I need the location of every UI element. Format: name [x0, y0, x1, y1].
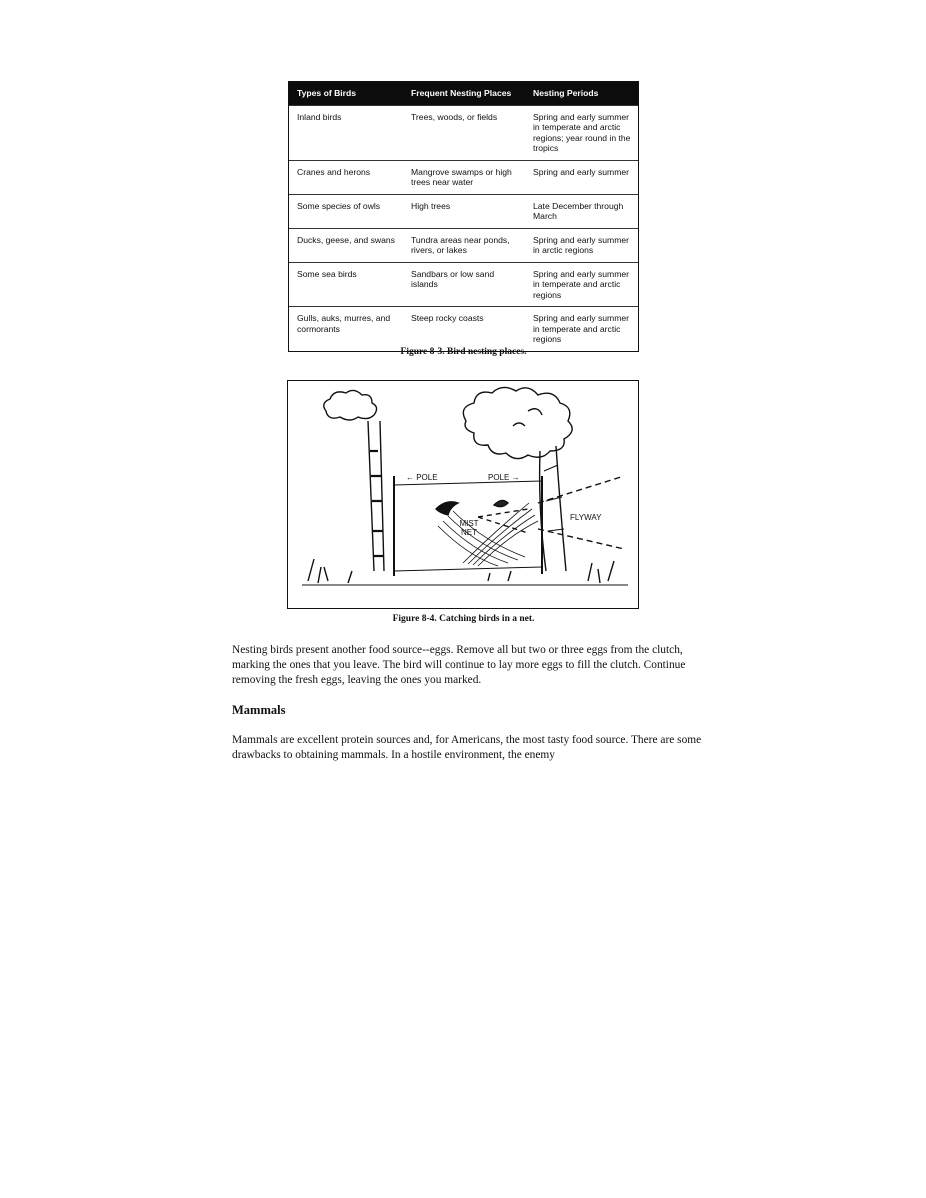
- table-header-row: [289, 82, 638, 105]
- table-row: [289, 307, 638, 351]
- table-cell: Tundra areas near ponds, rivers, or lakes: [403, 228, 525, 262]
- table-cell: Spring and early summer in temperate and arctic regions: [525, 262, 638, 307]
- column-header: Types of Birds: [289, 82, 403, 105]
- table-cell: Spring and early summer in temperate and arctic regions: [525, 307, 638, 351]
- table-cell: Ducks, geese, and swans: [289, 228, 403, 262]
- table-row: [289, 262, 638, 307]
- table-cell: High trees: [403, 194, 525, 228]
- flying-bird: [494, 500, 508, 506]
- flyway-label: FLYWAY: [570, 513, 602, 522]
- table-row: [289, 228, 638, 262]
- mammals-heading: Mammals: [232, 703, 286, 717]
- ground-grass: [308, 559, 614, 583]
- table-cell: Inland birds: [289, 105, 403, 160]
- table-row: [289, 105, 638, 160]
- table-cell: Steep rocky coasts: [403, 307, 525, 351]
- mammals-paragraph: Mammals are excellent protein sources and, for Americans, the most tasty food source. There are some drawbacks to obtaining mammals. In a hostile environment, the enemy: [232, 734, 702, 761]
- table-cell: Some sea birds: [289, 262, 403, 307]
- left-tree-canopy: [324, 390, 377, 420]
- table-cell: Spring and early summer in temperate and arctic regions; year round in the tropics: [525, 105, 638, 160]
- table-row: [289, 194, 638, 228]
- figure-8-4-caption: Figure 8-4. Catching birds in a net.: [392, 614, 535, 624]
- table-row: [289, 160, 638, 194]
- figure-8-3-caption: Figure 8-3. Bird nesting places.: [400, 347, 527, 357]
- table-cell: Cranes and herons: [289, 160, 403, 194]
- table-cell: Sandbars or low sand islands: [403, 262, 525, 307]
- mist-net: [438, 503, 538, 566]
- table-cell: Late December through March: [525, 194, 638, 228]
- flyway-arrow: [538, 476, 624, 503]
- table-cell: Some species of owls: [289, 194, 403, 228]
- table-cell: Mangrove swamps or high trees near water: [403, 160, 525, 194]
- pole-label-left: ← POLE: [406, 473, 438, 482]
- bird-nesting-table-frame: [288, 81, 639, 352]
- column-header: Nesting Periods: [525, 82, 638, 105]
- table-cell: Spring and early summer: [525, 160, 638, 194]
- pole-label-right: POLE →: [488, 473, 520, 482]
- table-cell: Spring and early summer in arctic regions: [525, 228, 638, 262]
- right-tree-trunk: [540, 446, 566, 571]
- table-cell: Trees, woods, or fields: [403, 105, 525, 160]
- mist-net-label: MIST NET: [459, 519, 479, 537]
- table-cell: Gulls, auks, murres, and cormorants: [289, 307, 403, 351]
- eggs-paragraph: Nesting birds present another food source--eggs. Remove all but two or three eggs from the clutch, marking the ones that you leave. The bird will continue to lay more eggs to fill the clutch. Continue removing the fresh eggs, leaving the ones you marked.: [232, 644, 686, 686]
- column-header: Frequent Nesting Places: [403, 82, 525, 105]
- bird-nesting-table: [289, 82, 638, 351]
- mist-net-illustration: [287, 380, 639, 609]
- left-tree-trunk: [368, 421, 384, 571]
- mist-net-drawing: [288, 381, 637, 607]
